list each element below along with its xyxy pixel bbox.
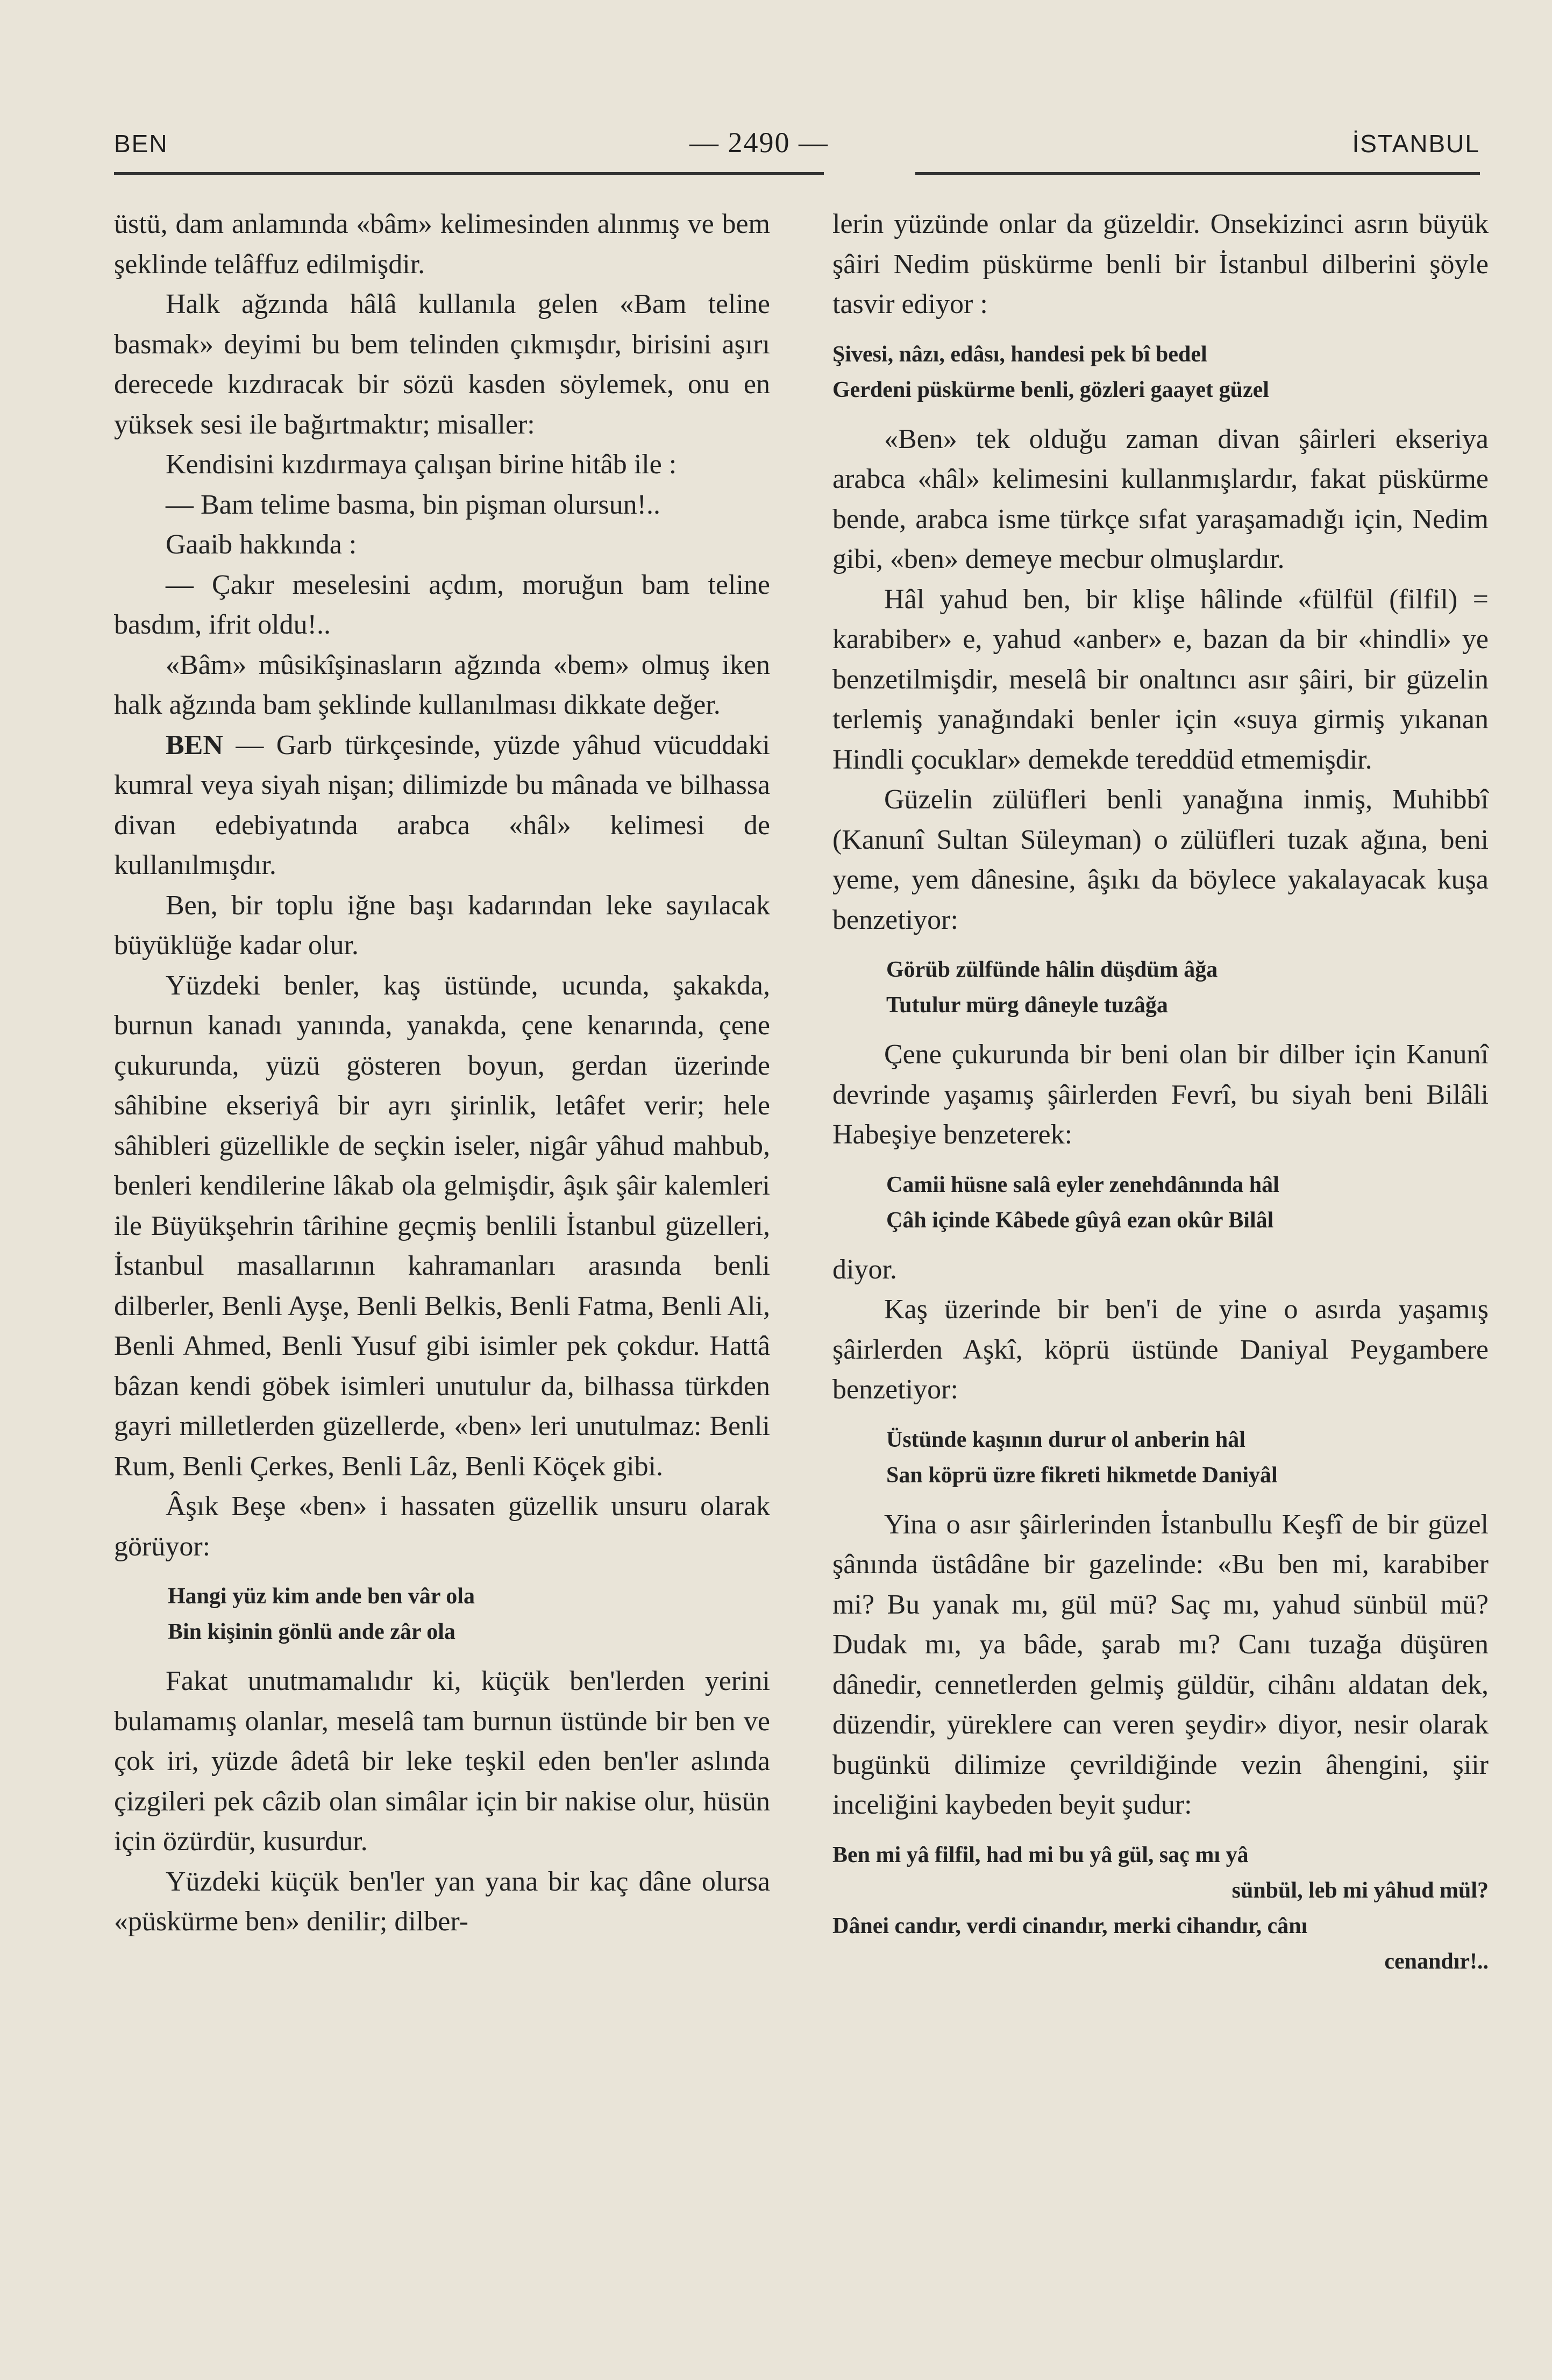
page-header [114, 126, 1480, 177]
paragraph: Halk ağzında hâlâ kullanıla gelen «Bam teline basmak» deyimi bu bem telinden çıkmışdır, birisini aşırı derecede kızdıracak bir sözü kasden söylemek, onu en yüksek sesi ile bağırtmaktır; misaller: [114, 289, 770, 440]
paragraph: diyor. [832, 1254, 897, 1285]
verse [832, 1837, 1489, 1979]
verse-line: Gerdeni püskürme benli, gözleri gaayet güzel [832, 377, 1269, 402]
verse-line: Şivesi, nâzı, edâsı, handesi pek bî bedel [832, 342, 1207, 367]
verse [886, 952, 1489, 1023]
paragraph: Yüzdeki benler, kaş üstünde, ucunda, şakakda, burnun kanadı yanında, yanakda, çene kenarında, çene çukurunda, yüzü gösteren boyun, gerdan üzerinde sâhibine ekseriyâ bir ayrı şirinlik, letâfet verir; hele sâhibleri güzellikle de seçkin iseler, nigâr yâhud mahbub, benleri kendilerine lâkab ola gelmişdir, âşık şâir kalemleri ile Büyükşehrin târihine geçmiş benlili İstanbul güzelleri, İstanbul masallarının kahramanları arasında benli dilberler, Benli Ayşe, Benli Belkis, Benli Fatma, Benli Ali, Benli Ahmed, Benli Yusuf gibi isimler pek çokdur. Hattâ bâzan kendi göbek isimleri unutulur da, bilhassa türkden gayri milletlerden güzellerde, «ben» leri unutulmaz: Benli Rum, Benli Çerkes, Benli Lâz, Benli Köçek gibi. [114, 970, 770, 1482]
verse [886, 1422, 1489, 1493]
verse [886, 1167, 1489, 1238]
header-rule-left [114, 172, 824, 175]
entry-keyword: BEN [166, 729, 223, 761]
paragraph: Yina o asır şâirlerinden İstanbullu Keşfî de bir güzel şânında üstâdâne bir gazelinde: «Bu ben mi, karabiber mi? Bu yanak mı, gül mü? Saç mı, yahud sünbül mü? Dudak mı, ya bâde, şarab mı? Canı tuzağa düşüren dânedir, cennetlerden gelmiş güldür, cihânı aldatan dek, düzendir, yüreklere can veren şeydir» diyor, nesir olarak bugünkü dilimize çevrildiğinde vezin âhengini, şiir inceliğini kaybeden beyit şudur: [832, 1509, 1489, 1820]
verse-line: Çâh içinde Kâbede gûyâ ezan okûr Bilâl [886, 1207, 1274, 1233]
paragraph: lerin yüzünde onlar da güzeldir. Onsekizinci asrın büyük şâiri Nedim püskürme benli bir İstanbul dilberini şöyle tasvir ediyor : [832, 209, 1489, 319]
paragraph: Fakat unutmamalıdır ki, küçük ben'lerden yerini bulamamış olanlar, meselâ tam burnun üstünde bir ben ve çok iri, yüzde âdetâ bir leke teşkil eden ben'ler aslında çizgileri pek câzib olan simâlar için bir nakise olur, hüsün için özürdür, kusurdur. [114, 1666, 770, 1857]
paragraph: — Bam telime basma, bin pişman olursun!.. [166, 489, 660, 520]
paragraph: Kendisini kızdırmaya çalışan birine hitâb ile : [166, 449, 677, 480]
running-head-right: İSTANBUL [1352, 130, 1480, 158]
verse-line: Tutulur mürg dâneyle tuzâğa [886, 993, 1168, 1018]
right-column [832, 204, 1489, 1979]
paragraph: üstü, dam anlamında «bâm» kelimesinden alınmış ve bem şeklinde telâffuz edilmişdir. [114, 209, 770, 280]
paragraph: Çene çukurunda bir beni olan bir dilber için Kanunî devrinde yaşamış şâirlerden Fevrî, bu siyah beni Bilâli Habeşiye benzeterek: [832, 1039, 1489, 1150]
left-column [114, 204, 770, 1942]
page-number: — 2490 — [689, 126, 829, 159]
entry-text: — Garb türkçesinde, yüzde yâhud vücuddaki kumral veya siyah nişan; dilimizde bu mânada ve bilhassa divan edebiyatında arabca «hâl» kelimesi de kullanılmışdır. [114, 729, 770, 880]
paragraph: Yüzdeki küçük ben'ler yan yana bir kaç dâne olursa «püskürme ben» denilir; dilber- [114, 1866, 770, 1937]
paragraph: Hâl yahud ben, bir klişe hâlinde «fülfül (filfil) = karabiber» e, yahud «anber» e, bazan da bir «hindli» ye benzetilmişdir, meselâ bir onaltıncı asır şâiri, bir güzelin terlemiş yanağındaki benler için «suya girmiş yıkanan Hindli çocuklar» demekde tereddüd etmemişdir. [832, 584, 1489, 775]
verse-line: Bin kişinin gönlü ande zâr ola [168, 1619, 455, 1644]
header-rule-right [915, 172, 1480, 175]
verse-line: Camii hüsne salâ eyler zenehdânında hâl [886, 1172, 1279, 1197]
verse [832, 337, 1489, 408]
paragraph: — Çakır meselesini açdım, moruğun bam teline basdım, ifrit oldu!.. [114, 569, 770, 640]
verse-line: Hangi yüz kim ande ben vâr ola [168, 1584, 475, 1609]
paragraph: «Ben» tek olduğu zaman divan şâirleri ekseriya arabca «hâl» kelimesini kullanmışlardır, fakat püskürme bende, arabca isme türkçe sıfat yaraşamadığı için, Nedim gibi, «ben» demeye mecbur olmuşlardır. [832, 423, 1489, 574]
paragraph: Âşık Beşe «ben» i hassaten güzellik unsuru olarak görüyor: [114, 1491, 770, 1562]
paragraph: Gaaib hakkında : [166, 529, 357, 560]
paragraph: Güzelin zülüfleri benli yanağına inmiş, Muhibbî (Kanunî Sultan Süleyman) o zülüfleri tuzak ağına, beni yeme, yem dânesine, âşıkı da böylece yakalayacak kuşa benzetiyor: [832, 784, 1489, 935]
paragraph: «Bâm» mûsikîşinasların ağzında «bem» olmuş iken halk ağzında bam şeklinde kullanılması dikkate değer. [114, 649, 770, 720]
running-head-left: BEN [114, 130, 168, 158]
verse-line: cenandır!.. [1384, 1949, 1489, 1974]
paragraph: Ben, bir toplu iğne başı kadarından leke sayılacak büyüklüğe kadar olur. [114, 890, 770, 961]
verse-line: Görüb zülfünde hâlin düşdüm âğa [886, 957, 1218, 982]
verse-line: Ben mi yâ filfil, had mi bu yâ gül, saç mı yâ [832, 1842, 1249, 1867]
verse-line: sünbül, leb mi yâhud mül? [1231, 1878, 1489, 1903]
paragraph: Kaş üzerinde bir ben'i de yine o asırda yaşamış şâirlerden Aşkî, köprü üstünde Daniyal Peygambere benzetiyor: [832, 1294, 1489, 1405]
verse-line: Dânei candır, verdi cinandır, merki cihandır, cânı [832, 1913, 1308, 1938]
verse-line: San köprü üzre fikreti hikmetde Daniyâl [886, 1462, 1278, 1488]
verse [168, 1579, 770, 1650]
verse-line: Üstünde kaşının durur ol anberin hâl [886, 1427, 1245, 1452]
entry-paragraph [114, 726, 770, 886]
